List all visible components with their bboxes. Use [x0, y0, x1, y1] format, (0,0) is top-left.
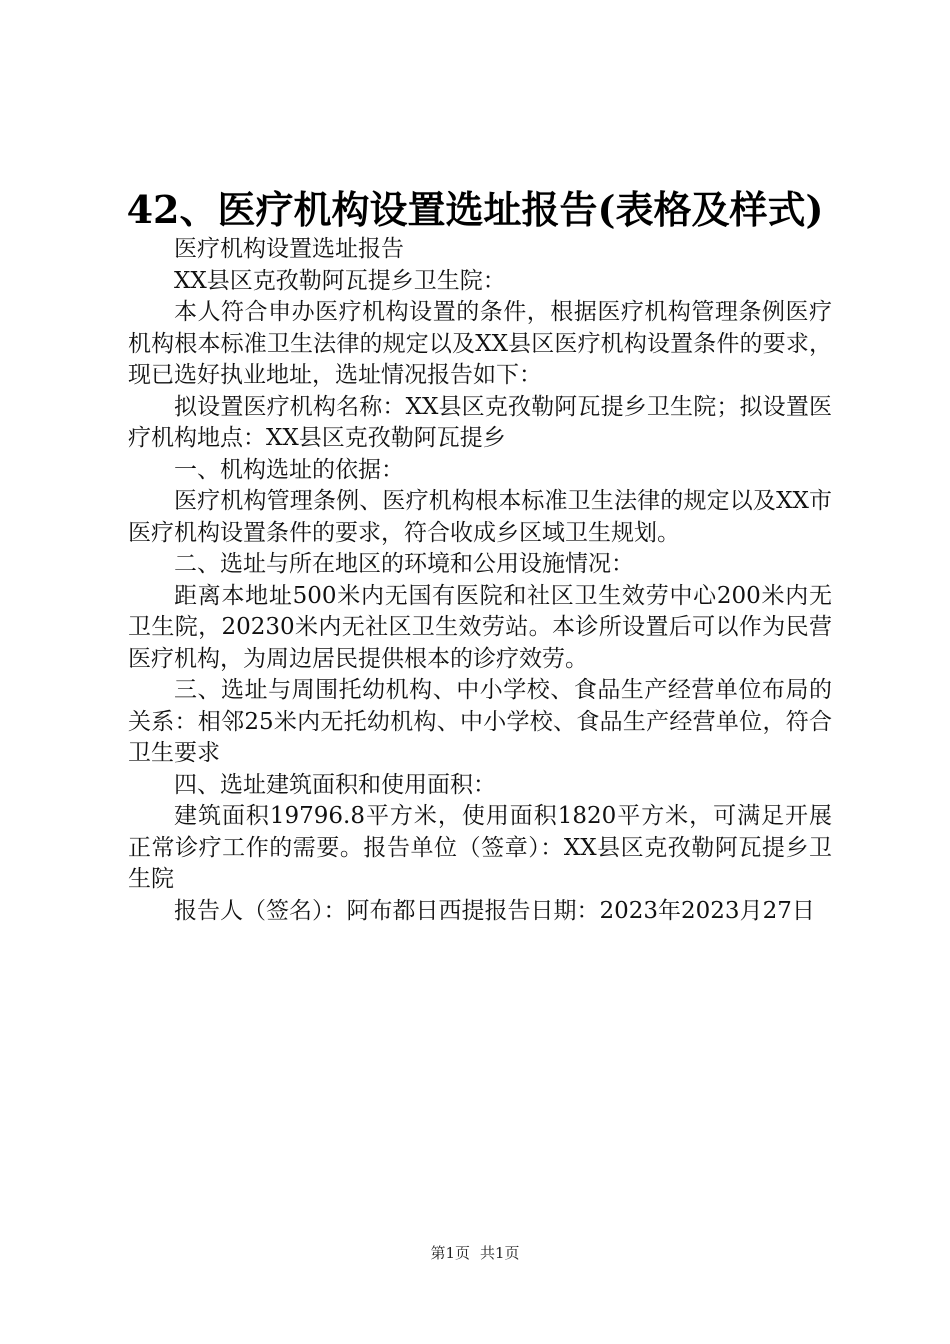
paragraph-signature-date: 报告人（签名）：阿布都日西提报告日期：2023年2023月27日 [174, 897, 815, 924]
document-title: 42、医疗机构设置选址报告(表格及样式) [126, 187, 824, 232]
page-total: 共1页 [480, 1244, 520, 1262]
paragraph-institution-name-location: 拟设置医疗机构名称：XX县区克孜勒阿瓦提乡卫生院；拟设置医疗机构地点：XX县区克孜勒阿瓦提乡 [128, 393, 832, 451]
paragraph-environment: 距离本地址500米内无国有医院和社区卫生效劳中心200米内无卫生院，20230米内无社区卫生效劳站。本诊所设置后可以作为民营医疗机构，为周边居民提供根本的诊疗效劳。 [128, 582, 832, 672]
paragraph-area: 建筑面积19796.8平方米，使用面积1820平方米，可满足开展正常诊疗工作的需要。报告单位（签章）：XX县区克孜勒阿瓦提乡卫生院 [128, 803, 832, 892]
paragraph-basis: 医疗机构管理条例、医疗机构根本标准卫生法律的规定以及XX市医疗机构设置条件的要求，符合收成乡区域卫生规划。 [128, 488, 832, 546]
page-footer [0, 1243, 950, 1263]
section-heading-basis: 一、机构选址的依据： [174, 456, 404, 483]
document-body [128, 234, 832, 927]
section-heading-area: 四、选址建筑面积和使用面积： [174, 771, 496, 798]
section-heading-environment: 二、选址与所在地区的环境和公用设施情况： [174, 551, 634, 577]
paragraph-report-heading: 医疗机构设置选址报告 [174, 236, 404, 262]
paragraph-surroundings: 三、选址与周围托幼机构、中小学校、食品生产经营单位布局的关系：相邻25米内无托幼机构、中小学校、食品生产经营单位，符合卫生要求 [128, 677, 832, 766]
paragraph-addressee: XX县区克孜勒阿瓦提乡卫生院： [174, 267, 506, 294]
paragraph-introduction: 本人符合申办医疗机构设置的条件，根据医疗机构管理条例医疗机构根本标准卫生法律的规定以及XX县区医疗机构设置条件的要求，现已选好执业地址，选址情况报告如下： [128, 299, 832, 388]
page-number: 第1页 [430, 1244, 470, 1262]
